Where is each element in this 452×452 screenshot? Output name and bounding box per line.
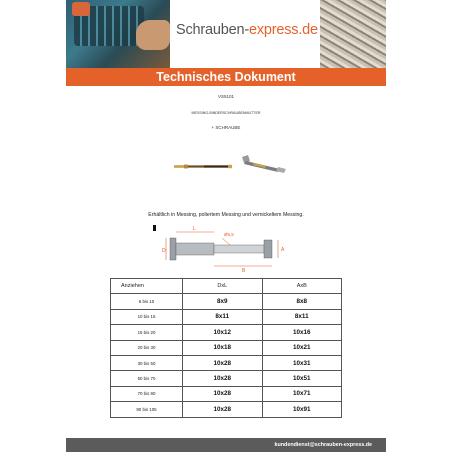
- contact-email[interactable]: kundendienst@schrauben-express.de: [274, 442, 372, 448]
- cell-dxl: 10x28: [183, 402, 263, 417]
- size-table: [110, 278, 342, 418]
- cell-dxl: 8x11: [183, 309, 263, 324]
- cell-anziehen: 15 bis 20: [111, 325, 183, 340]
- cell-axb: 10x51: [262, 371, 342, 386]
- label-l: L: [193, 226, 196, 232]
- document-id: VS5101: [217, 94, 234, 99]
- table-row: [111, 371, 342, 386]
- cell-anziehen: 70 bis 90: [111, 386, 183, 401]
- logo-area: [170, 0, 320, 68]
- cell-axb: 10x21: [262, 340, 342, 355]
- availability-text: Erhältlich in Messing, poliertem Messing und vernickeltem Messing.: [148, 212, 304, 218]
- table-row: [111, 325, 342, 340]
- cell-dxl: 10x28: [183, 386, 263, 401]
- cell-anziehen: 90 bis 105: [111, 402, 183, 417]
- label-a: A: [281, 247, 285, 253]
- cell-anziehen: 6 bis 10: [111, 294, 183, 309]
- cell-anziehen: 30 bis 50: [111, 355, 183, 370]
- screws-photo: [320, 0, 386, 68]
- table-row: [111, 402, 342, 417]
- cell-anziehen: 50 bis 70: [111, 371, 183, 386]
- screw-photo-long: [174, 164, 232, 169]
- table-header-row: [111, 279, 342, 294]
- cell-dxl: 10x12: [183, 325, 263, 340]
- cell-anziehen: 20 bis 30: [111, 340, 183, 355]
- column-header-axb: AxB: [262, 279, 342, 294]
- column-header-dxl: DxL: [183, 279, 263, 294]
- cell-dxl: 10x18: [183, 340, 263, 355]
- workshop-photo: [66, 0, 170, 68]
- title-bar: [66, 68, 386, 86]
- product-description: MESSING-BINDERSCHRAUBENMUTTER: [191, 111, 261, 115]
- cell-axb: 10x71: [262, 386, 342, 401]
- technical-drawing: [162, 224, 292, 274]
- screw-photo-angled: [240, 155, 286, 173]
- document-page: [66, 0, 386, 452]
- table-row: [111, 309, 342, 324]
- cell-axb: 10x91: [262, 402, 342, 417]
- cell-axb: 10x16: [262, 325, 342, 340]
- cell-dxl: 8x9: [183, 294, 263, 309]
- cell-anziehen: 10 bis 15: [111, 309, 183, 324]
- table-row: [111, 340, 342, 355]
- plus-screw-text: + SCHRAUBE: [211, 125, 241, 130]
- column-header-anziehen: Anziehen: [111, 279, 183, 294]
- section-marker: [153, 225, 156, 231]
- table-row: [111, 386, 342, 401]
- cell-axb: 10x31: [262, 355, 342, 370]
- cell-dxl: 10x28: [183, 371, 263, 386]
- label-d: D: [162, 248, 166, 254]
- brand-logo: Schrauben-express.de: [176, 22, 318, 38]
- footer-bar: [66, 438, 386, 452]
- cell-axb: 8x11: [262, 309, 342, 324]
- cell-dxl: 10x28: [183, 355, 263, 370]
- cell-axb: 8x8: [262, 294, 342, 309]
- page-title: Technisches Dokument: [156, 70, 296, 84]
- label-dia: Ø5,5: [224, 232, 234, 237]
- header-banner: [66, 0, 386, 68]
- table-row: [111, 294, 342, 309]
- table-row: [111, 355, 342, 370]
- label-b: B: [242, 268, 246, 274]
